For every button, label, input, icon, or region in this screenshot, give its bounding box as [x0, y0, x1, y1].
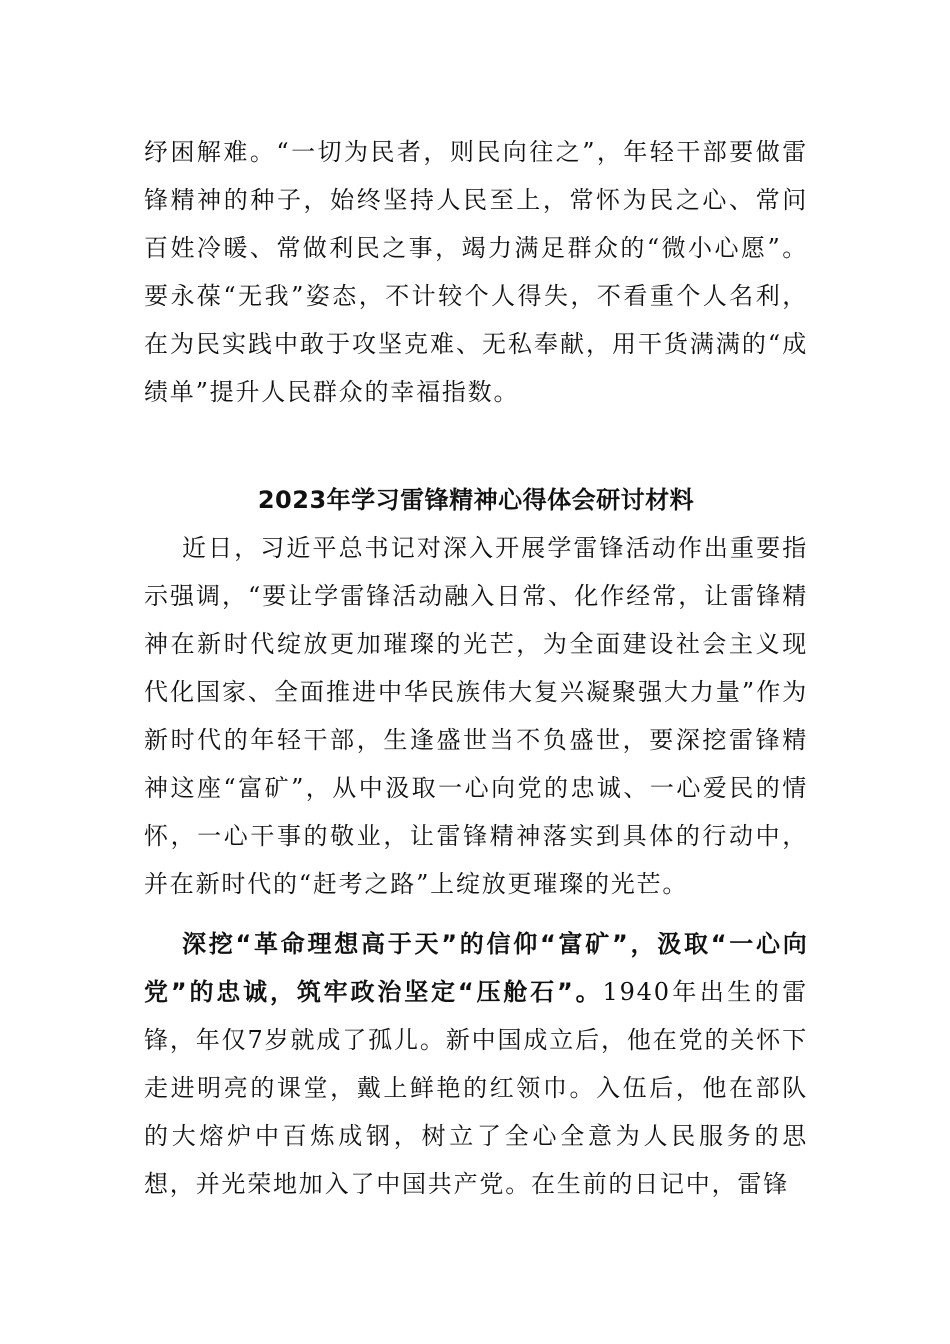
paragraph-intro: 近日，习近平总书记对深入开展学雷锋活动作出重要指示强调，“要让学雷锋活动融入日常、化作经常，让雷锋精神在新时代绽放更加璀璨的光芒，为全面建设社会主义现代化国家、全面推进中华民族伟大复兴凝聚强大力量”作为新时代的年轻干部，生逢盛世当不负盛世，要深挖雷锋精神这座“富矿”，从中汲取一心向党的忠诚、一心爱民的情怀，一心干事的敬业，让雷锋精神落实到具体的行动中，并在新时代的“赶考之路”上绽放更璀璨的光芒。	[144, 534, 808, 898]
paragraph-section-1	[144, 920, 808, 1208]
paragraph-lead-heading: 深挖“革命理想高于天”的信仰“富矿”，汲取“一心向党”的忠诚，筑牢政治坚定“压舱石”。	[144, 930, 808, 1006]
paragraph-body: 1940年出生的雷锋，年仅7岁就成了孤儿。新中国成立后，他在党的关怀下走进明亮的课堂，戴上鲜艳的红领巾。入伍后，他在部队的大熔炉中百炼成钢，树立了全心全意为人民服务的思想，并光荣地加入了中国共产党。在生前的日记中，雷锋	[144, 978, 808, 1198]
paragraph-continued: 纾困解难。“一切为民者，则民向往之”，年轻干部要做雷锋精神的种子，始终坚持人民至上，常怀为民之心、常问百姓冷暖、常做利民之事，竭力满足群众的“微小心愿”。要永葆“无我”姿态，不计较个人得失，不看重个人名利，在为民实践中敢于攻坚克难、无私奉献，用干货满满的“成绩单”提升人民群众的幸福指数。	[144, 138, 808, 406]
article-title: 2023年学习雷锋精神心得体会研讨材料	[257, 486, 695, 514]
